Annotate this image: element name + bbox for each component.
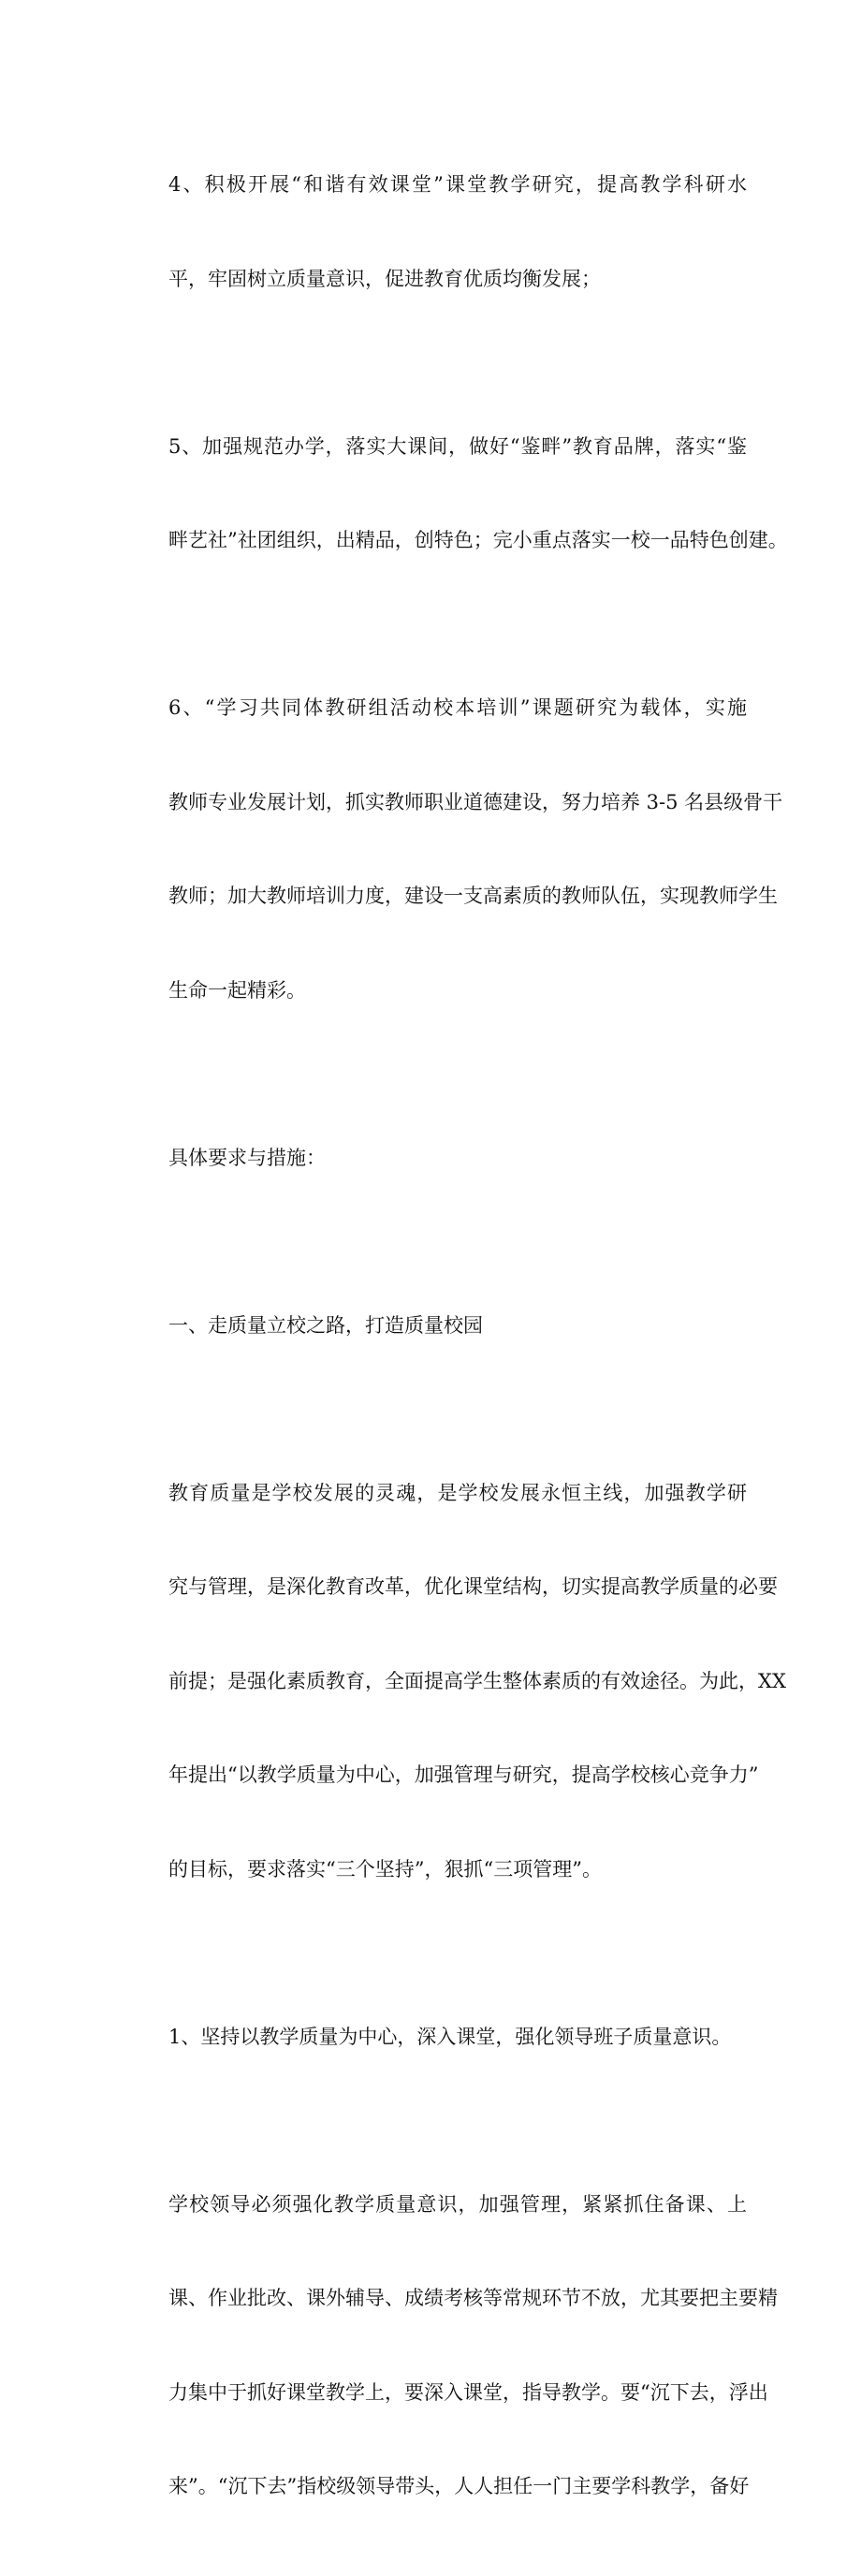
paragraph-item-5 — [129, 369, 788, 620]
body-paragraph-leadership — [129, 2127, 778, 2566]
paragraph-line: 生命一起精彩。 — [168, 978, 306, 1002]
paragraph-line: 的目标，要求落实“三个坚持”，狠抓“三项管理”。 — [168, 1857, 602, 1881]
paragraph-line: 前提；是强化素质教育，全面提高学生整体素质的有效途径。为此，XX — [168, 1669, 786, 1692]
paragraph-line: 5、加强规范办学，落实大课间，做好“鉴畔”教育品牌，落实“鉴 — [168, 434, 747, 458]
paragraph-item-4 — [129, 107, 747, 358]
paragraph-item-6 — [129, 630, 783, 1069]
paragraph-line: 教师专业发展计划，抓实教师职业道德建设，努力培养 3-5 名县级骨干 — [168, 790, 783, 813]
document-body — [129, 107, 788, 2576]
paragraph-line: 教育质量是学校发展的灵魂，是学校发展永恒主线，加强教学研 — [168, 1481, 747, 1504]
paragraph-line: 1、坚持以教学质量为中心，深入课堂，强化领导班子质量意识。 — [168, 2025, 732, 2048]
numbered-item-1 — [129, 1959, 747, 2116]
paragraph-line: 一、走质量立校之路，打造质量校园 — [168, 1313, 483, 1337]
paragraph-line: 学校领导必须强化教学质量意识，加强管理，紧紧抓住备课、上 — [168, 2192, 747, 2216]
section-intro — [129, 1080, 747, 1237]
paragraph-line: 平，牢固树立质量意识，促进教育优质均衡发展； — [168, 267, 601, 290]
paragraph-line: 究与管理，是深化教育改革，优化课堂结构，切实提高教学质量的必要 — [168, 1575, 778, 1598]
section-heading — [129, 1248, 747, 1405]
paragraph-line: 来”。“沉下去”指校级领导带头，人人担任一门主要学科教学，备好 — [168, 2475, 750, 2497]
paragraph-line: 6、“学习共同体教研组活动校本培训”课题研究为载体，实施 — [168, 696, 747, 719]
paragraph-line: 力集中于抓好课堂教学上，要深入课堂，指导教学。要“沉下去，浮出 — [168, 2380, 768, 2404]
paragraph-line: 年提出“以教学质量为中心，加强管理与研究，提高学校核心竞争力” — [168, 1764, 759, 1786]
paragraph-line: 教师；加大教师培训力度，建设一支高素质的教师队伍，实现教师学生 — [168, 885, 778, 907]
paragraph-line: 具体要求与措施： — [168, 1146, 326, 1169]
paragraph-line: 畔艺社”社团组织，出精品，创特色；完小重点落实一校一品特色创建。 — [168, 529, 788, 551]
body-paragraph-quality — [129, 1415, 786, 1949]
paragraph-line: 课、作业批改、课外辅导、成绩考核等常规环节不放，尤其要把主要精 — [168, 2287, 778, 2309]
paragraph-line: 4、积极开展“和谐有效课堂”课堂教学研究，提高教学科研水 — [168, 173, 747, 196]
